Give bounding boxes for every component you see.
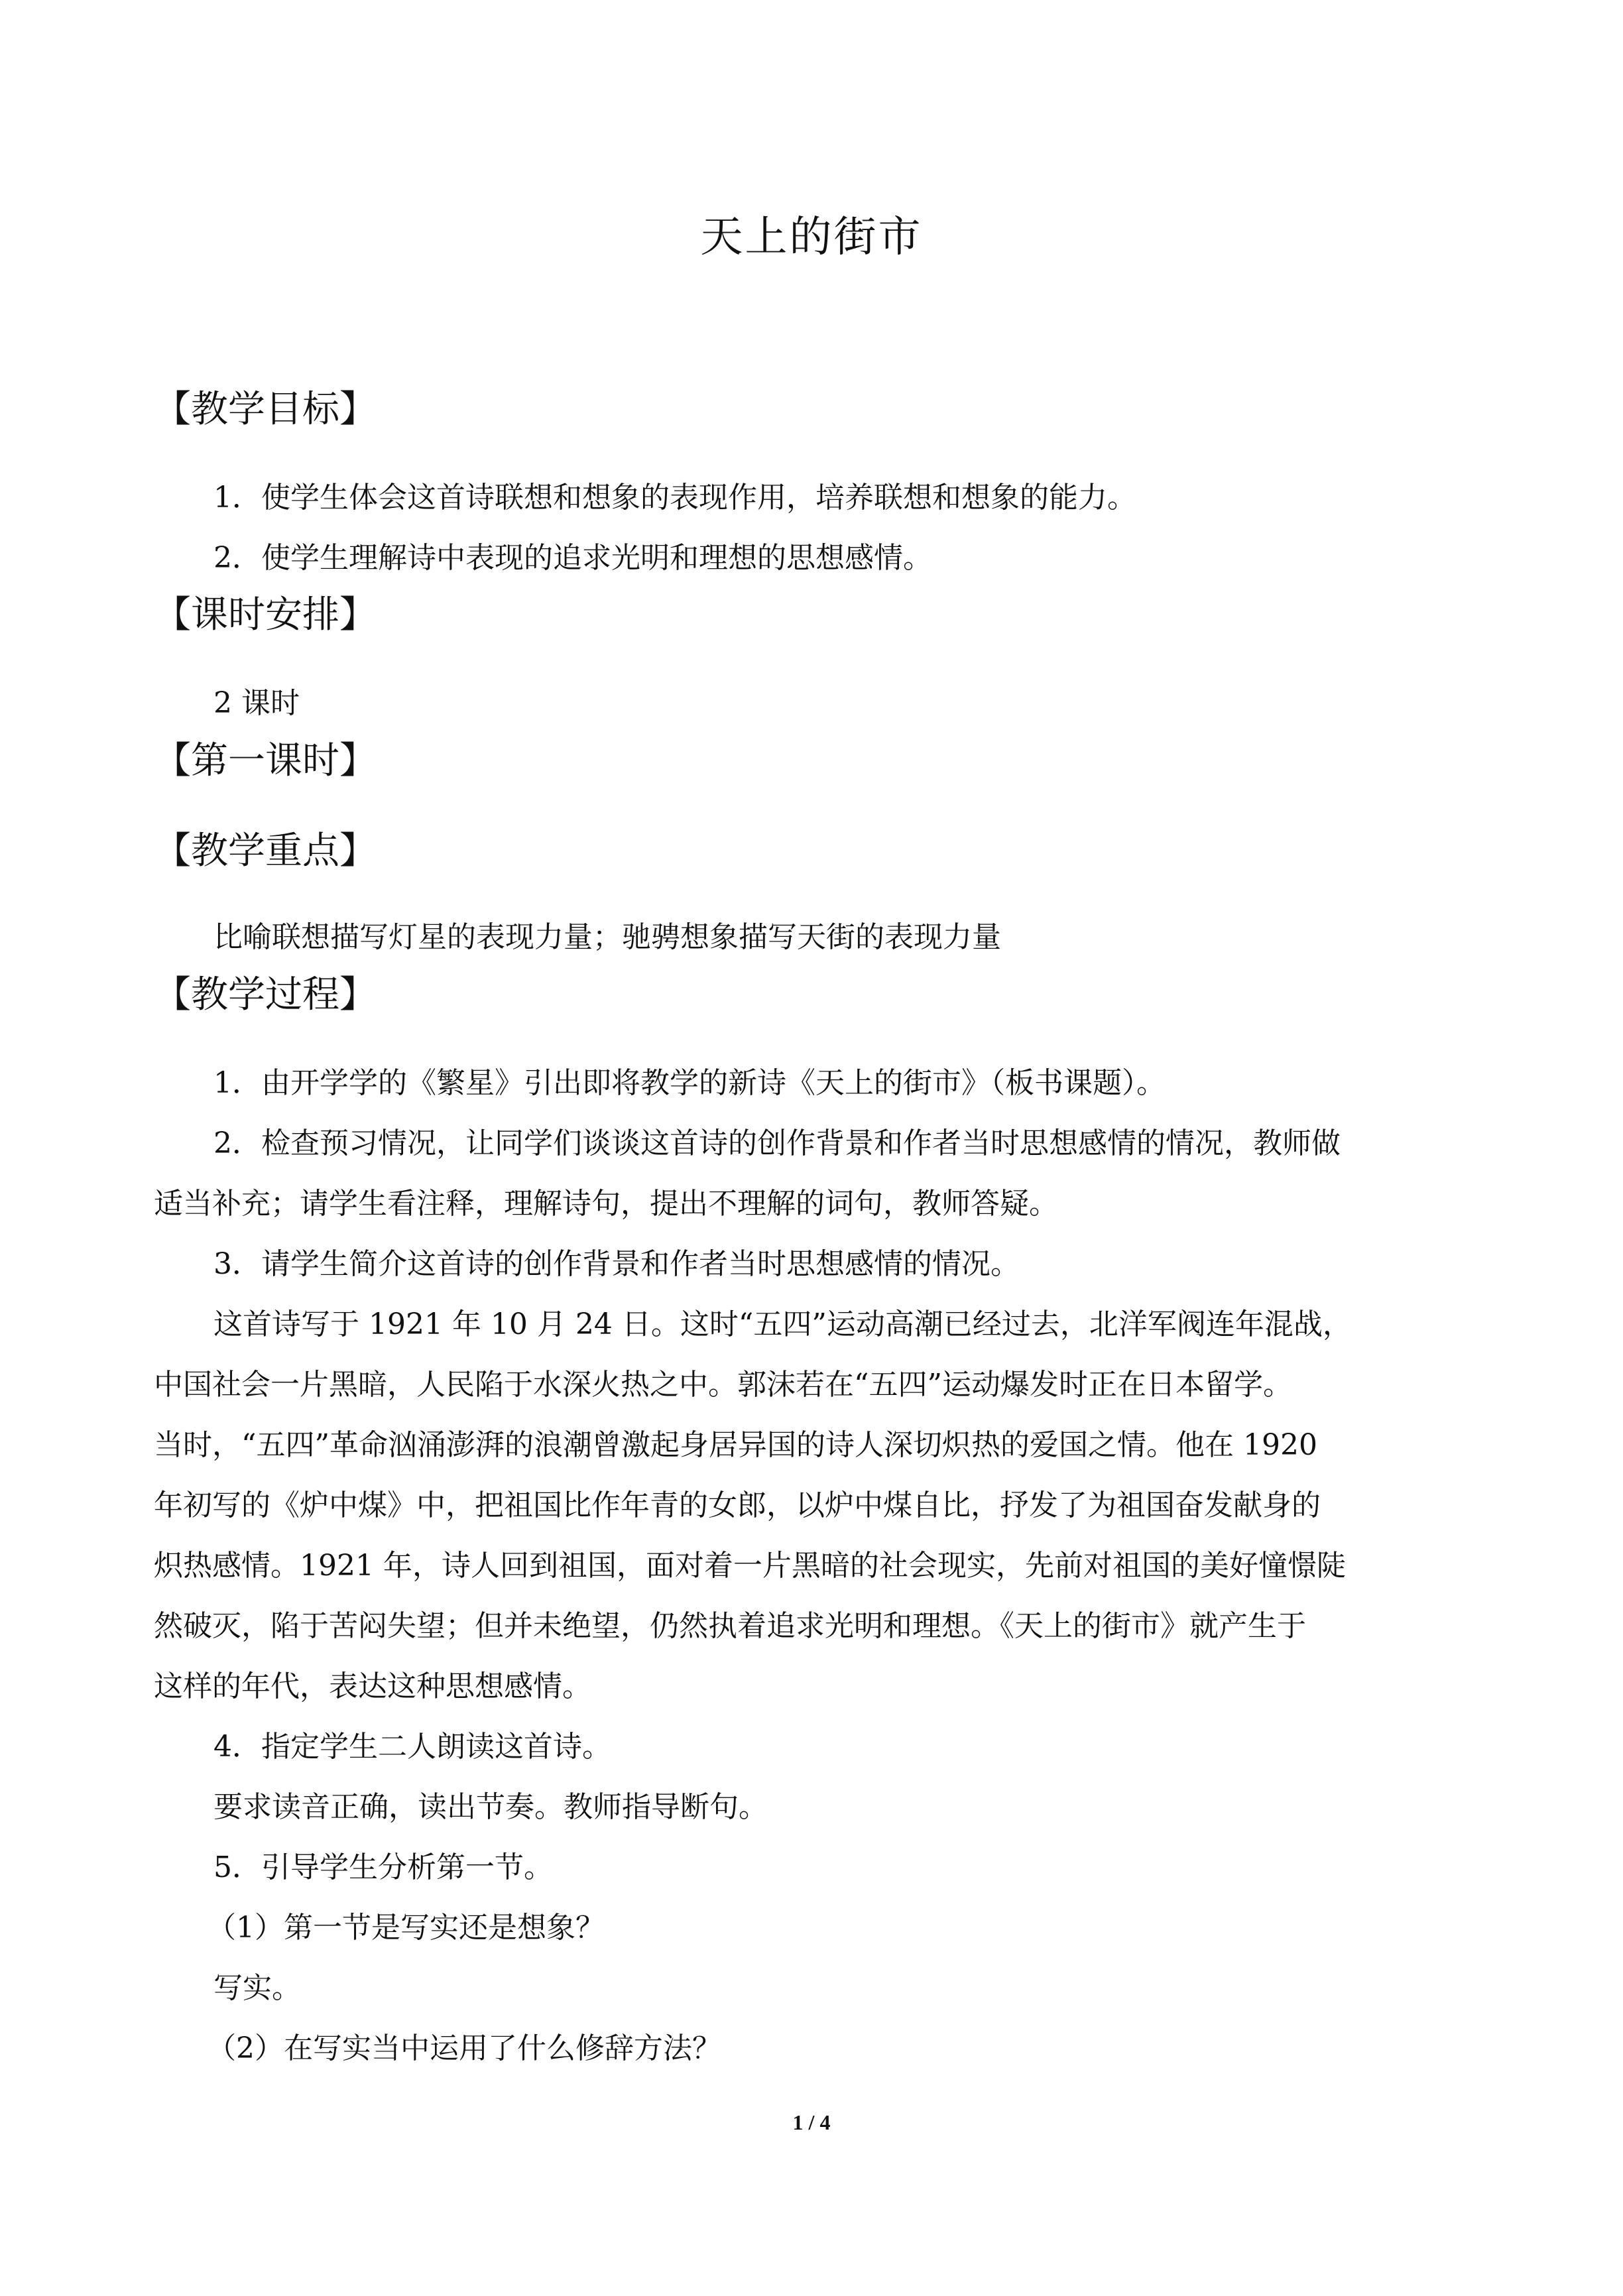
page-number: 1 / 4 [792,2110,831,2134]
objective-item: 2．使学生理解诗中表现的追求光明和理想的思想感情。 [213,541,932,575]
background-paragraph-line: 中国社会一片黑暗，人民陷于水深火热之中。郭沫若在“五四”运动爆发时正在日本留学。 [154,1368,1292,1402]
section-heading-focus: 【教学重点】 [154,829,377,873]
discussion-question: （1）第一节是写实还是想象？ [207,1911,605,1945]
background-paragraph-line: 当时，“五四”革命汹涌澎湃的浪潮曾激起身居异国的诗人深切炽热的爱国之情。他在 1920 [154,1428,1317,1462]
section-heading-lesson: 【第一课时】 [154,739,377,782]
background-paragraph-line: 年初写的《炉中煤》中，把祖国比作年青的女郎，以炉中煤自比，抒发了为祖国奋发献身的 [154,1488,1321,1522]
objective-item: 1．使学生体会这首诗联想和想象的表现作用，培养联想和想象的能力。 [213,481,1136,514]
process-step: 1．由开学学的《繁星》引出即将教学的新诗《天上的街市》（板书课题）。 [213,1066,1166,1100]
process-step: 3．请学生简介这首诗的创作背景和作者当时思想感情的情况。 [213,1247,1020,1281]
process-step: 5．引导学生分析第一节。 [213,1850,553,1884]
process-step: 4．指定学生二人朗读这首诗。 [213,1730,611,1764]
background-paragraph-line: 这首诗写于 1921 年 10 月 24 日。这时“五四”运动高潮已经过去，北洋军阀连年混战， [213,1307,1352,1341]
process-step: 2．检查预习情况，让同学们谈谈这首诗的创作背景和作者当时思想感情的情况，教师做 [213,1126,1341,1160]
discussion-answer: 写实。 [213,1971,301,2005]
section-heading-schedule: 【课时安排】 [154,593,377,636]
section-heading-process: 【教学过程】 [154,973,377,1016]
background-paragraph-line: 炽热感情。1921 年，诗人回到祖国，面对着一片黑暗的社会现实，先前对祖国的美好憧憬陡 [154,1549,1346,1583]
section-heading-objectives: 【教学目标】 [154,388,377,431]
background-paragraph-line: 然破灭，陷于苦闷失望；但并未绝望，仍然执着追求光明和理想。《天上的街市》就产生于 [154,1609,1306,1643]
process-step-note: 要求读音正确，读出节奏。教师指导断句。 [213,1790,768,1824]
process-step-continuation: 适当补充；请学生看注释，理解诗句，提出不理解的词句，教师答疑。 [154,1187,1058,1221]
document-title: 天上的街市 [700,213,923,262]
schedule-text: 2 课时 [213,686,300,720]
discussion-question: （2）在写实当中运用了什么修辞方法？ [207,2031,721,2065]
background-paragraph-line: 这样的年代，表达这种思想感情。 [154,1669,591,1703]
focus-text: 比喻联想描写灯星的表现力量；驰骋想象描写天街的表现力量 [213,920,1001,954]
